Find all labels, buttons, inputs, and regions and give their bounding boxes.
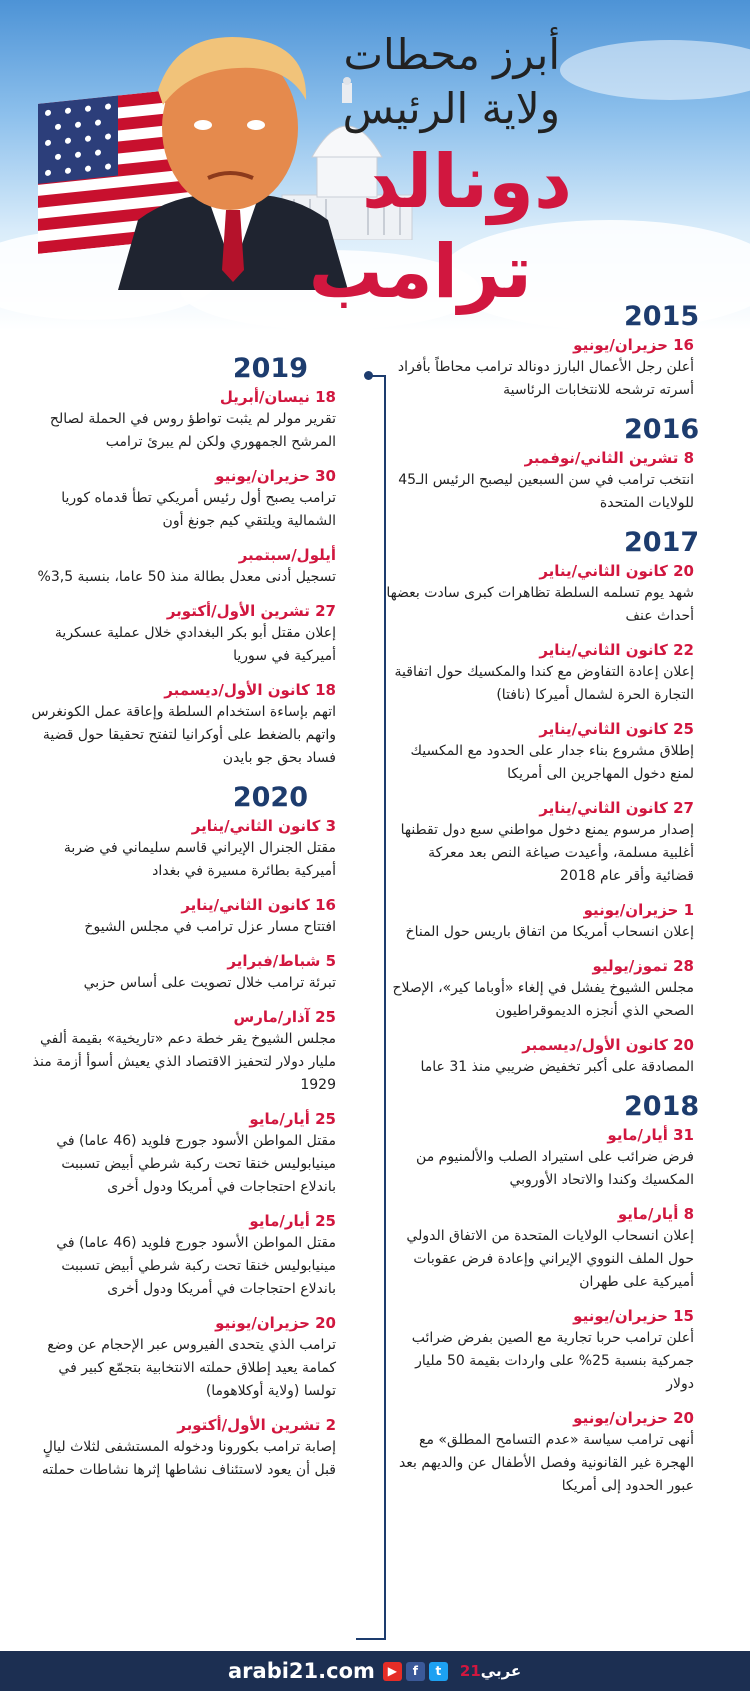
event-text: إعلان انسحاب أمريكا من اتفاق باريس حول المناخ [405,924,694,940]
footer-bar [0,1651,750,1691]
timeline-connector [356,1638,386,1640]
event-text: تقرير مولر لم يثبت تواطؤ روس في الحملة لصالح المرشح الجمهوري ولكن لم يبرئ ترامب [49,411,336,450]
timeline-event [28,815,350,883]
event-date: أيلول/سبتمبر [238,546,336,564]
event-text: افتتاح مسار عزل ترامب في مجلس الشيوخ [84,919,336,935]
event-text: إعلان مقتل أبو بكر البغدادي خلال عملية عسكرية أميركية في سوريا [54,625,336,664]
timeline-event [386,1124,708,1192]
timeline-event [386,1034,708,1079]
title-name-last: ترامب [308,229,532,315]
header-banner [0,0,750,330]
year-block-2019 [28,352,350,770]
timeline-event [386,899,708,944]
title-line-2: ولاية الرئيس [342,84,560,133]
event-text: اتهم بإساءة استخدام السلطة وإعاقة عمل الكونغرس واتهم بالضغط على أوكرانيا لتفتح تحقيقا حول قضية فساد بحق جو بايدن [31,704,336,766]
brand-name: عربي [480,1662,522,1680]
timeline-event [28,600,350,668]
event-date: 28 تموز/يوليو [592,957,694,975]
timeline-event [28,1414,350,1482]
title-name-first: دونالد [361,139,572,225]
event-text: أعلن رجل الأعمال البارز دونالد ترامب محاطاً بأفراد أسرته ترشحه للانتخابات الرئاسية [397,359,694,398]
timeline-event [386,797,708,888]
timeline-event [386,447,708,515]
event-text: مقتل المواطن الأسود جورج فلويد (46 عاما) في مينيابوليس خنقا تحت ركبة شرطي أبيض تسببت باندلاع احتجاجات في أمريكا ودول أخرى [56,1133,336,1195]
timeline-event [386,1203,708,1294]
timeline-dot [364,371,373,380]
timeline-event [28,1006,350,1097]
event-text: المصادقة على أكبر تخفيض ضريبي منذ 31 عاما [420,1059,694,1075]
timeline-left-column [28,352,350,1493]
year-block-2015 [386,300,708,402]
event-date: 27 كانون الثاني/يناير [539,799,694,817]
event-text: تسجيل أدنى معدل بطالة منذ 50 عاما، بنسبة 3,5% [37,569,336,585]
event-text: فرض ضرائب على استيراد الصلب والألمنيوم من المكسيك وكندا والاتحاد الأوروبي [416,1149,694,1188]
brand-number: 21 [459,1662,481,1680]
twitter-icon[interactable]: t [429,1662,448,1681]
year-label: 2020 [232,782,308,813]
timeline-right-column [386,300,708,1509]
event-text: مقتل المواطن الأسود جورج فلويد (46 عاما) في مينيابوليس خنقا تحت ركبة شرطي أبيض تسببت باندلاع احتجاجات في أمريكا ودول أخرى [56,1235,336,1297]
year-label: 2017 [624,527,700,558]
event-text: ترامب يصبح أول رئيس أمريكي تطأ قدماه كوريا الشمالية ويلتقي كيم جونغ أون [61,490,336,529]
timeline-event [386,1407,708,1498]
event-date: 8 تشرين الثاني/نوفمبر [524,449,694,467]
year-label: 2016 [624,414,700,445]
year-label: 2019 [232,353,308,384]
event-text: ترامب الذي يتحدى الفيروس عبر الإحجام عن وضع كمامة يعيد إطلاق حملته الانتخابية بتجمّع كبير في تولسا (ولاية أوكلاهوما) [47,1337,336,1399]
timeline-event [28,679,350,770]
event-date: 25 آذار/مارس [233,1008,336,1026]
event-date: 20 كانون الأول/ديسمبر [522,1036,694,1054]
timeline-event [386,718,708,786]
event-date: 27 تشرين الأول/أكتوبر [166,602,336,620]
event-date: 30 حزيران/يونيو [215,467,336,485]
title-line-1: أبرز محطات [343,30,560,79]
event-date: 2 تشرين الأول/أكتوبر [177,1416,336,1434]
event-text: أعلن ترامب حربا تجارية مع الصين بفرض ضرائب جمركية بنسبة 25% على واردات بقيمة 50 مليار دولار [411,1330,694,1392]
timeline-event [386,1305,708,1396]
event-date: 15 حزيران/يونيو [573,1307,694,1325]
timeline-event [28,894,350,939]
year-label: 2018 [624,1091,700,1122]
event-date: 3 كانون الثاني/يناير [191,817,336,835]
year-label: 2015 [624,301,700,332]
timeline-event [28,1312,350,1403]
event-text: إصدار مرسوم يمنع دخول مواطني سبع دول تقطنها أغلبية مسلمة، وأعيدت صياغة النص بعد معركة قضائية وأقر عام 2018 [400,822,694,884]
event-date: 25 أيار/مايو [249,1212,336,1230]
timeline-event [28,544,350,589]
event-date: 5 شباط/فبراير [227,952,336,970]
event-date: 20 حزيران/يونيو [215,1314,336,1332]
event-date: 16 حزيران/يونيو [573,336,694,354]
timeline-event [28,1210,350,1301]
timeline-event [386,334,708,402]
year-block-2016 [386,413,708,515]
event-date: 22 كانون الثاني/يناير [539,641,694,659]
event-text: إطلاق مشروع بناء جدار على الحدود مع المكسيك لمنع دخول المهاجرين الى أمريكا [410,743,694,782]
event-date: 31 أيار/مايو [607,1126,694,1144]
event-text: مجلس الشيوخ يفشل في إلغاء «أوباما كير»، الإصلاح الصحي الذي أنجزه الديموقراطيون [392,980,694,1019]
facebook-icon[interactable]: f [406,1662,425,1681]
event-date: 25 كانون الثاني/يناير [539,720,694,738]
event-date: 1 حزيران/يونيو [583,901,694,919]
event-text: أنهى ترامب سياسة «عدم التسامح المطلق» مع الهجرة غير القانونية وفصل الأطفال عن والديهم بعد عبور الحدود إلى أمريكا [398,1432,694,1494]
timeline-event [386,560,708,628]
event-text: إعلان انسحاب الولايات المتحدة من الاتفاق الدولي حول الملف النووي الإيراني وإعادة فرض عقوبات أميركية على طهران [406,1228,694,1290]
event-date: 25 أيار/مايو [249,1110,336,1128]
timeline-event [386,955,708,1023]
cloud [560,40,750,100]
timeline-event [386,639,708,707]
event-text: إعلان إعادة التفاوض مع كندا والمكسيك حول اتفاقية التجارة الحرة لشمال أميركا (نافتا) [394,664,694,703]
event-date: 18 كانون الأول/ديسمبر [164,681,336,699]
event-date: 16 كانون الثاني/يناير [181,896,336,914]
youtube-icon[interactable]: ▶ [383,1662,402,1681]
year-block-2018 [386,1090,708,1498]
timeline-event [28,950,350,995]
event-text: شهد يوم تسلمه السلطة تظاهرات كبرى سادت بعضها أحداث عنف [386,585,694,624]
year-block-2020 [28,781,350,1482]
event-date: 20 كانون الثاني/يناير [539,562,694,580]
timeline-event [28,465,350,533]
year-block-2017 [386,526,708,1079]
brand-logo [460,1662,521,1680]
timeline-event [28,1108,350,1199]
event-text: مقتل الجنرال الإيراني قاسم سليماني في ضربة أميركية بطائرة مسيرة في بغداد [63,840,336,879]
timeline-event [28,386,350,454]
event-text: تبرئة ترامب خلال تصويت على أساس حزبي [83,975,336,991]
event-date: 18 نيسان/أبريل [219,388,336,406]
event-text: انتخب ترامب في سن السبعين ليصبح الرئيس الـ45 للولايات المتحدة [398,472,694,511]
event-date: 8 أيار/مايو [617,1205,694,1223]
site-url[interactable]: arabi21.com [228,1659,375,1683]
event-text: مجلس الشيوخ يقر خطة دعم «تاريخية» بقيمة ألفي مليار دولار لتحفيز الاقتصاد الذي يعيش أسوأ أزمة منذ 1929 [32,1031,336,1093]
event-date: 20 حزيران/يونيو [573,1409,694,1427]
event-text: إصابة ترامب بكورونا ودخوله المستشفى لثلاث ليالٍ قبل أن يعود لاستئناف نشاطها إثرها نشاطات حملته [41,1439,336,1478]
